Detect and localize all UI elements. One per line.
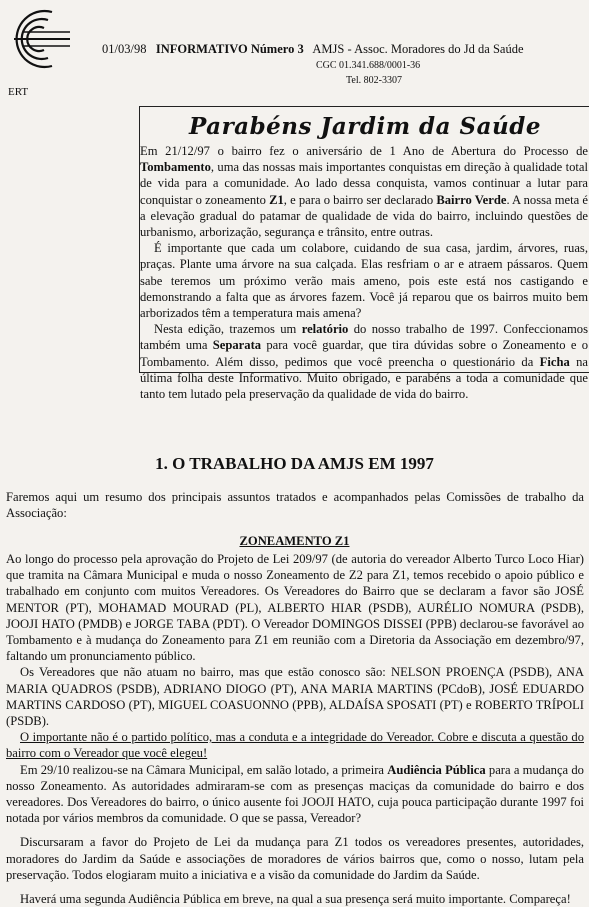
box-paragraph-2: É importante que cada um colabore, cuidando de sua casa, jardim, árvores, ruas, praças. Plante uma árvore na sua calçada. Elas resfriam o ar e atraem pássaros. Quem sabe teremos um próximo verão mais ameno, pois este está nos castigando e demonstrando a falta que as árvores fazem. Você já reparou que os bairros muito bem arborizados têm a temperatura mais amena? <box>140 241 588 321</box>
paragraph-supporters: Os Vereadores que não atuam no bairro, mas que estão conosco são: NELSON PROENÇA (PSDB), ANA MARIA QUADROS (PSDB), ADRIANO DIOGO (PT), ANA MARIA MARTINS (PCdoB), JOSÉ EDUARDO MARTINS CARDOSO (PT), MIGUEL COASUONNO (PPB), ALDAÍSA SPOSATI (PT) e ROBERTO TRÍPOLI (PSDB). <box>6 665 584 729</box>
section-intro: Faremos aqui um resumo dos principais assuntos tratados e acompanhados pelas Comissões de trabalho da Associação: <box>6 490 584 521</box>
paragraph-hearing: Em 29/10 realizou-se na Câmara Municipal, em salão lotado, a primeira Audiência Pública para a mudança do nosso Zoneamento. As autoridades admiraram-se com as presenças maciças da comunidade do bairro e dos vereadores. Dos Vereadores do bairro, o único ausente foi JOOJI HATO, cuja pouca participação durante 1997 foi notada por vários membros da comunidade. O que se passa, Vereador? <box>6 762 584 826</box>
box-text <box>140 143 588 402</box>
header-line <box>102 42 524 57</box>
ert-mark: ERT <box>8 86 29 98</box>
section-title: 1. O TRABALHO DA AMJS EM 1997 <box>155 454 434 473</box>
paragraph-zoning: Ao longo do processo pela aprovação do Projeto de Lei 209/97 (de autoria do vereador Alberto Turco Loco Hiar) que tramita na Câmara Municipal e muda o nosso Zoneamento de Z2 para Z1, temos recebido o apoio público e trabalhado em conjunto com muitos Vereadores. Os Vereadores do Bairro que se declaram a favor são JOSÉ MENTOR (PT), MOHAMAD MOURAD (PL), ALBERTO HIAR (PSDB), AURÉLIO NOMURA (PSDB), JOOJI HATO (PMDB) e JORGE TABA (PDT). O Vereador DOMINGOS DISSEI (PPB) declarou-se favorável ao Tombamento e à mudança do Zoneamento para Z1 em reunião com a Diretoria da Associação em dezembro/97, faltando um pronunciamento público. <box>6 552 584 664</box>
subsection-title: ZONEAMENTO Z1 <box>239 534 350 548</box>
congratulations-box <box>139 106 589 402</box>
issue-date: 01/03/98 <box>102 42 147 56</box>
paragraph-speeches: Discursaram a favor do Projeto de Lei da mudança para Z1 todos os vereadores presentes, autoridades, moradores do Jardim da Saúde e associações de moradores de vários bairros que, como o nosso, lutam pela preservação. Todos elogiaram muito a iniciativa e a visão da comunidade do Jardim da Saúde. <box>6 835 584 882</box>
paragraph-next-hearing: Haverá uma segunda Audiência Pública em breve, na qual a sua presença será muito importante. Compareça! <box>20 892 571 907</box>
telephone: Tel. 802-3307 <box>346 75 402 86</box>
section-body <box>6 551 584 907</box>
paragraph-integrity: O importante não é o partido político, mas a conduta e a integridade do Vereador. Cobre e discuta a questão do bairro com o Vereador que você elegeu! <box>6 730 584 761</box>
box-title: Parabéns Jardim da Saúde <box>188 113 541 140</box>
publication-title: INFORMATIVO Número 3 <box>155 42 304 56</box>
box-paragraph-1: Em 21/12/97 o bairro fez o aniversário de 1 Ano de Abertura do Processo de Tombamento, uma das nossas mais importantes conquistas em direção à qualidade total de vida para a comunidade. Ao lado dessa conquista, vamos continuar a lutar para conquistar o zoneamento Z1, e para o bairro ser declarado Bairro Verde. A nossa meta é a elevação gradual do patamar de qualidade de vida do bairro, incluindo questões de urbanismo, arborização, segurança e trânsito, entre outras. <box>140 144 588 240</box>
org-name: AMJS - Assoc. Moradores do Jd da Saúde <box>312 42 524 56</box>
box-paragraph-3: Nesta edição, trazemos um relatório do nosso trabalho de 1997. Confeccionamos também uma Separata para você guardar, que tira dúvidas sobre o Zoneamento e o Tombamento. Além disso, pedimos que você preencha o questionário da Ficha na última folha deste Informativo. Muito obrigado, e parabéns a toda a comunidade que tanto tem lutado pela preservação da qualidade de vida do bairro. <box>140 322 589 402</box>
association-logo <box>4 4 74 74</box>
cgc-number: CGC 01.341.688/0001-36 <box>316 60 421 71</box>
